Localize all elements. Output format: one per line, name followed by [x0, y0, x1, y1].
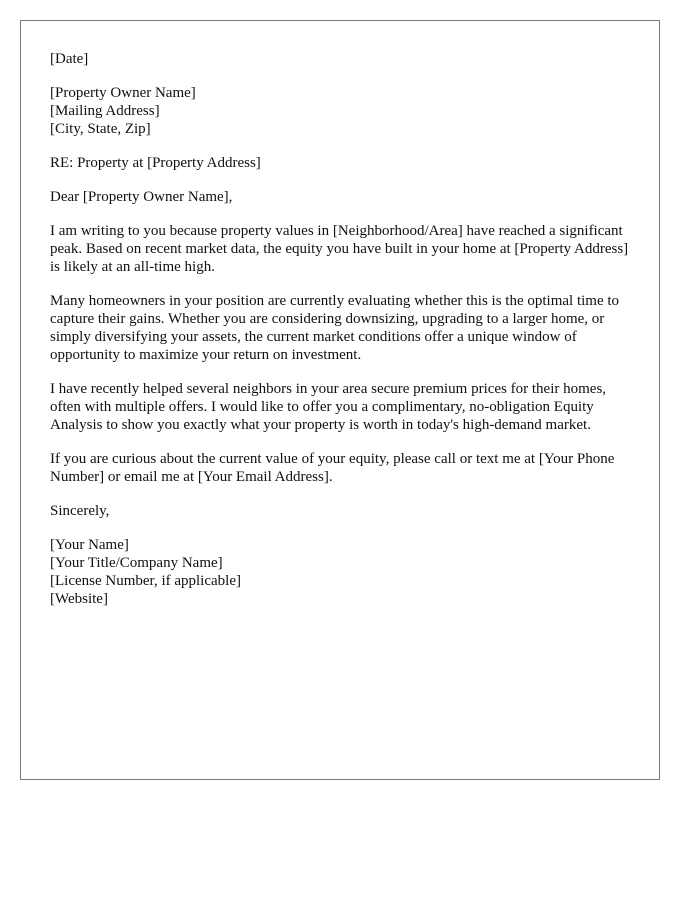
signature-website: [Website] — [50, 591, 108, 607]
letter-body — [50, 50, 640, 624]
body-paragraph-1: I am writing to you because property values in [Neighborhood/Area] have reached a significant peak. Based on recent market data, the equity you have built in your home at [Property Address] is likely at an all-time high. — [50, 223, 629, 275]
salutation-block — [50, 188, 640, 206]
recipient-address-block — [50, 84, 640, 138]
closing-block — [50, 502, 640, 520]
body-paragraph-3: I have recently helped several neighbors in your area secure premium prices for their homes, often with multiple offers. I would like to offer you a complimentary, no-obligation Equity Analysis to show you exactly what your property is worth in today's high-demand market. — [50, 381, 607, 433]
date-block — [50, 50, 640, 68]
letter-date: [Date] — [50, 51, 89, 67]
recipient-city-state-zip: [City, State, Zip] — [50, 121, 151, 137]
signature-name: [Your Name] — [50, 537, 129, 553]
recipient-address: [Mailing Address] — [50, 103, 160, 119]
subject-line: RE: Property at [Property Address] — [50, 155, 261, 171]
salutation: Dear [Property Owner Name], — [50, 189, 233, 205]
recipient-name: [Property Owner Name] — [50, 85, 196, 101]
subject-block — [50, 154, 640, 172]
signature-title-company: [Your Title/Company Name] — [50, 555, 223, 571]
signature-license: [License Number, if applicable] — [50, 573, 241, 589]
signature-block — [50, 536, 640, 608]
closing: Sincerely, — [50, 503, 110, 519]
body-paragraph-2: Many homeowners in your position are currently evaluating whether this is the optimal time to capture their gains. Whether you are considering downsizing, upgrading to a larger home, or simply diversifying your assets, the current market conditions offer a unique window of opportunity to maximize your return on investment. — [50, 293, 620, 363]
letter-page — [20, 20, 660, 780]
body-paragraph-4: If you are curious about the current value of your equity, please call or text me at [Your Phone Number] or email me at [Your Email Address]. — [50, 451, 615, 485]
